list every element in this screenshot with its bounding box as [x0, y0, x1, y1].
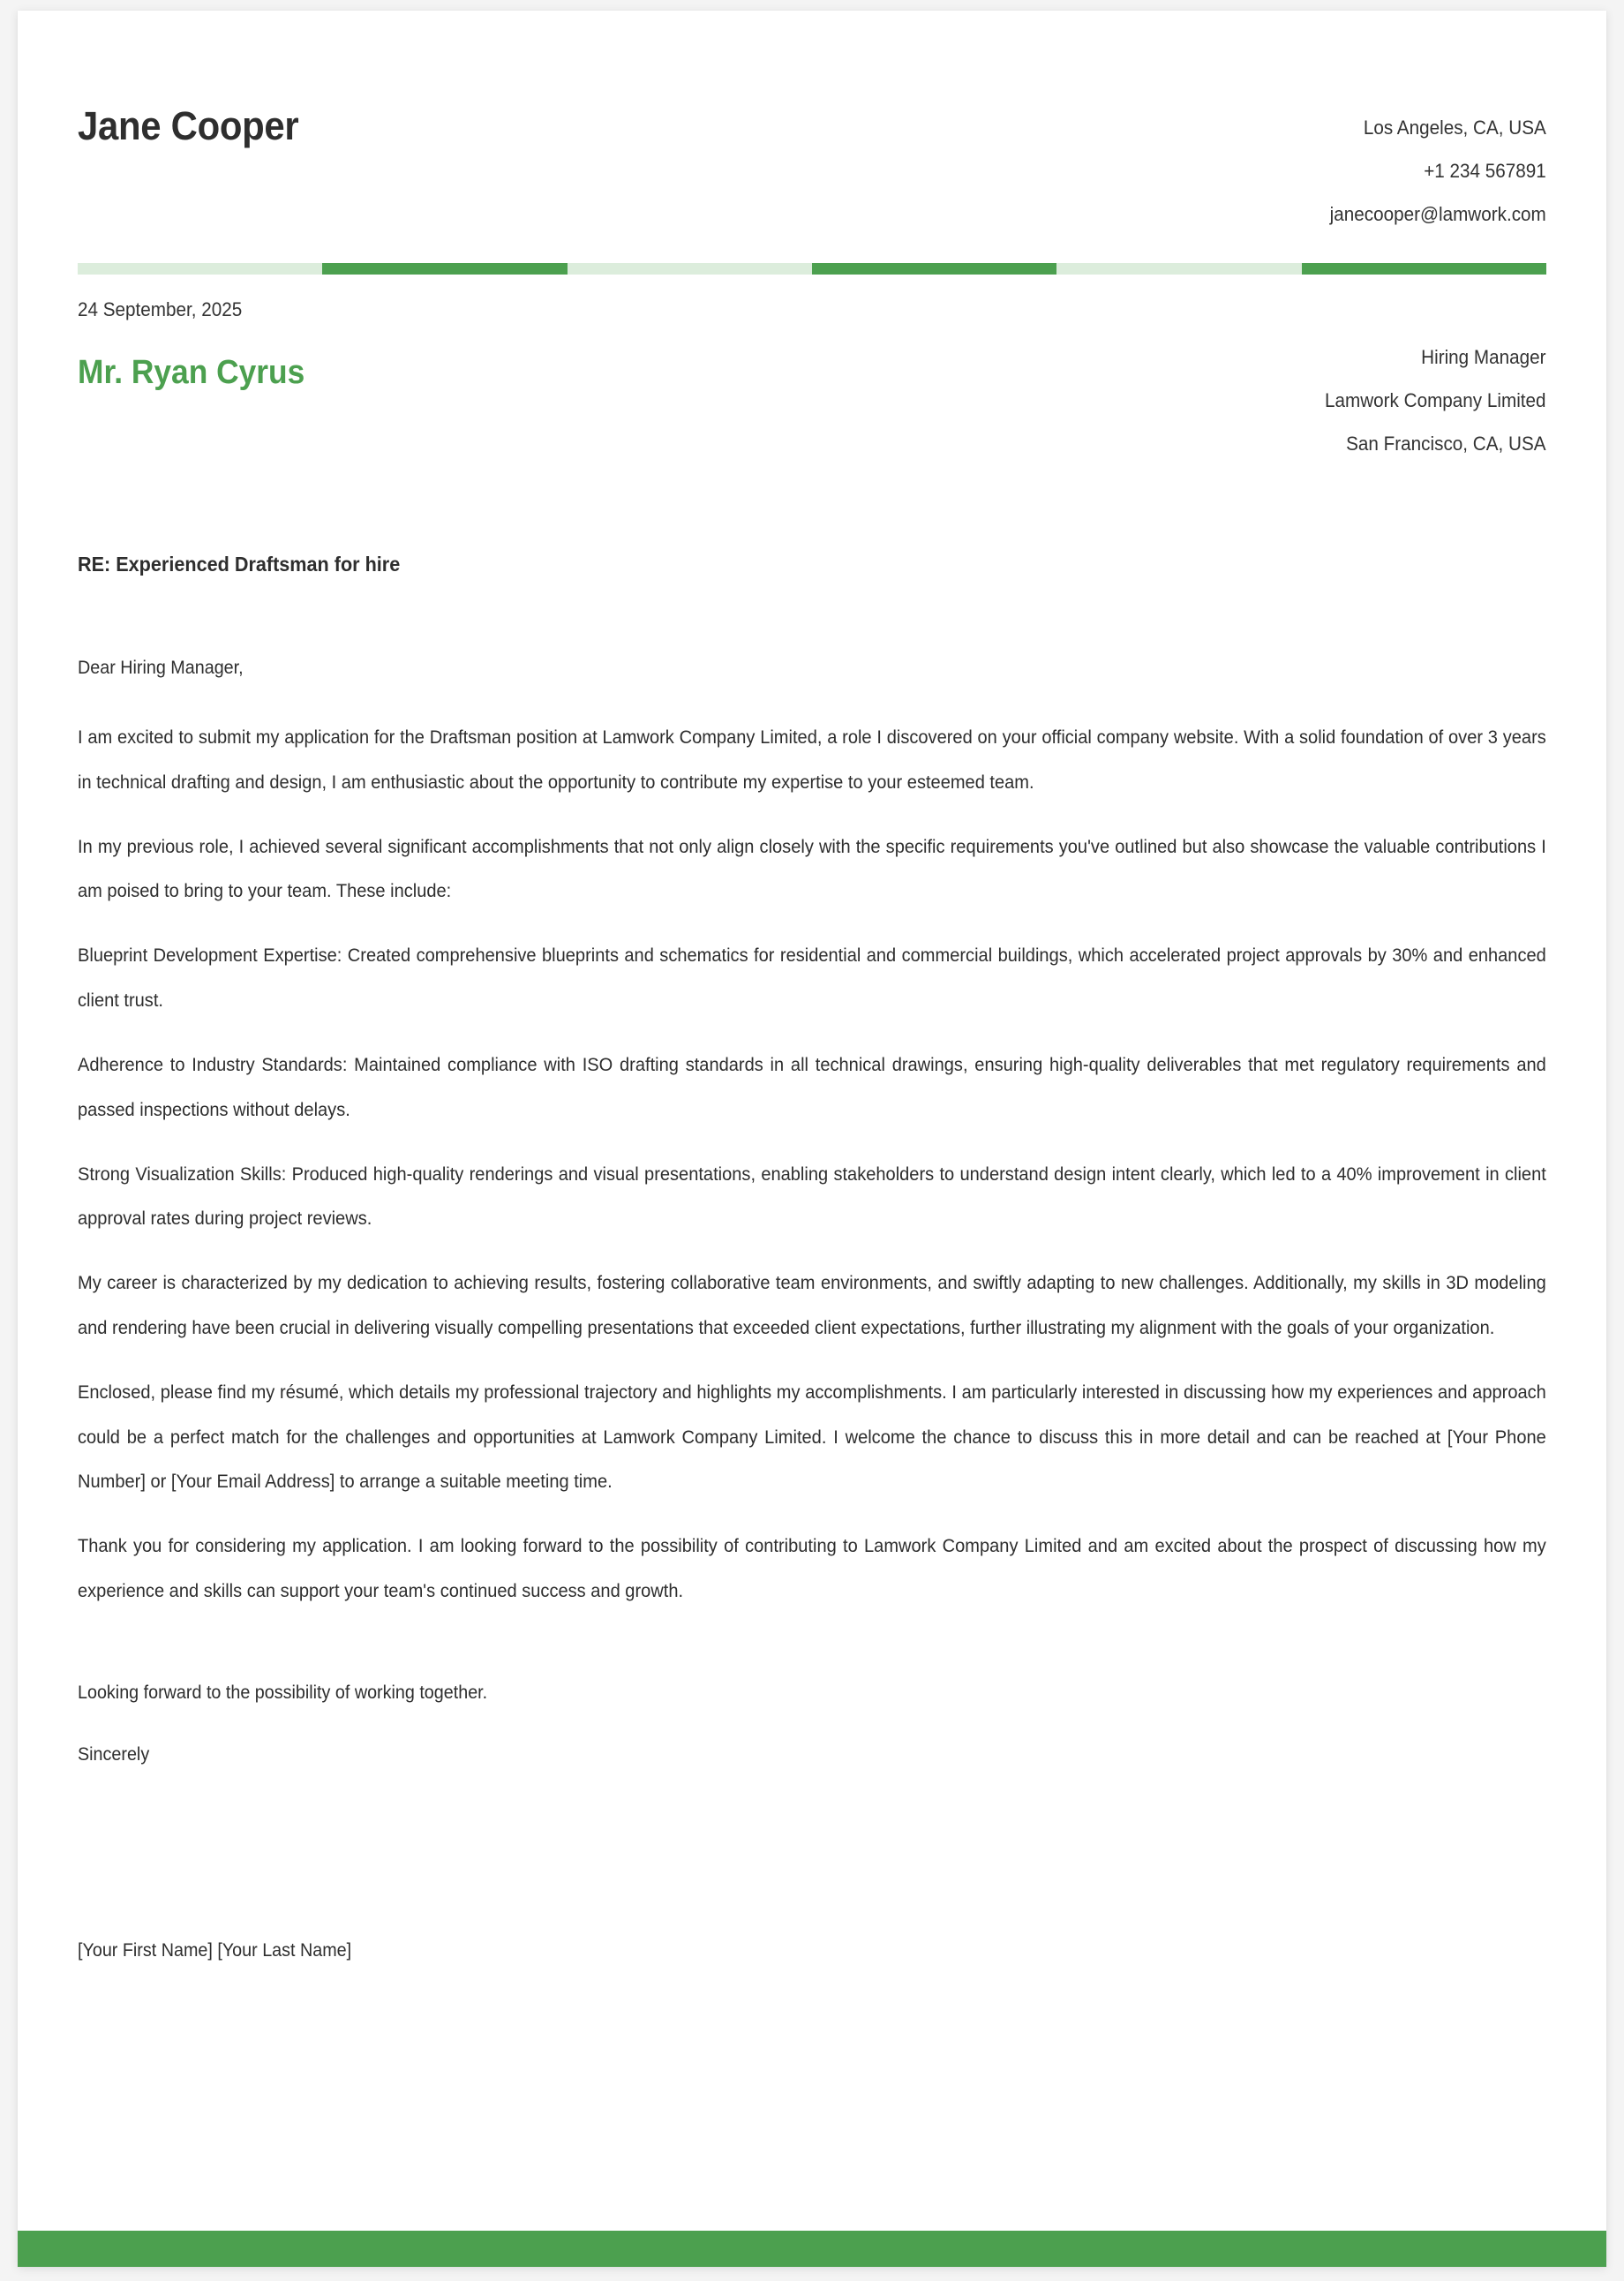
signature-name: [Your First Name] [Your Last Name]: [78, 1939, 352, 1961]
sender-phone: +1 234 567891: [1424, 160, 1546, 182]
divider-segment-6: [1302, 263, 1546, 275]
recipient-section: [78, 300, 1546, 454]
body-paragraph: Strong Visualization Skills: Produced high-quality renderings and visual presentations, enabling stakeholders to understand design intent clearly, which led to a 40% improvement in client approval rates during project reviews.: [78, 1163, 1546, 1230]
recipient-location: San Francisco, CA, USA: [1346, 433, 1546, 455]
divider-segment-4: [812, 263, 1056, 275]
body-paragraph: Adherence to Industry Standards: Maintained compliance with ISO drafting standards in all technical drawings, ensuring high-quality deliverables that met regulatory requirements and passed inspections without delays.: [78, 1054, 1546, 1120]
body-paragraph: Enclosed, please find my résumé, which details my professional trajectory and highlights my accomplishments. I am particularly interested in discussing how my experiences and approach could be a perfect match for the challenges and opportunities at Lamwork Company Limited. I welcome the chance to discuss this in more detail and can be reached at [Your Phone Number] or [Your Email Address] to arrange a suitable meeting time.: [78, 1381, 1546, 1493]
letter-date: 24 September, 2025: [78, 298, 243, 320]
body-paragraph: I am excited to submit my application for the Draftsman position at Lamwork Company Limited, a role I discovered on your official company website. With a solid foundation of over 3 years in technical drafting and design, I am enthusiastic about the opportunity to contribute my expertise to your esteemed team.: [78, 727, 1546, 793]
body-paragraph: My career is characterized by my dedication to achieving results, fostering collaborative team environments, and swiftly adapting to new challenges. Additionally, my skills in 3D modeling and rendering have been crucial in delivering visually compelling presentations that exceeded client expectations, further illustrating my alignment with the goals of your organization.: [78, 1273, 1546, 1338]
letter-page: [18, 11, 1606, 2267]
recipient-right-block: [1311, 300, 1546, 454]
closing-salutation: Sincerely: [78, 1743, 150, 1765]
divider-segment-3: [568, 263, 812, 275]
sender-name: Jane Cooper: [78, 103, 299, 148]
closing-statement: Looking forward to the possibility of working together.: [78, 1682, 488, 1703]
divider-segment-5: [1056, 263, 1301, 275]
footer-bar: [18, 2231, 1606, 2267]
letter-content: [78, 11, 1546, 1960]
salutation: Dear Hiring Manager,: [78, 658, 244, 678]
closing-section: [78, 1683, 1546, 1764]
recipient-company: Lamwork Company Limited: [1325, 389, 1546, 411]
divider-segment-2: [322, 263, 567, 275]
recipient-title: Hiring Manager: [1421, 346, 1546, 368]
recipient-name: Mr. Ryan Cyrus: [78, 354, 305, 391]
body-paragraph: Thank you for considering my application. I am looking forward to the possibility of contributing to Lamwork Company Limited and am excited about the prospect of discussing how my experience and skills can support your team's continued success and growth.: [78, 1536, 1546, 1601]
body-paragraph: In my previous role, I achieved several significant accomplishments that not only align closely with the specific requirements you've outlined but also showcase the valuable contributions I am poised to bring to your team. These include:: [78, 836, 1546, 902]
body-paragraphs: [78, 716, 1546, 1615]
subject-line: RE: Experienced Draftsman for hire: [78, 553, 401, 576]
sender-contact-block: [1316, 106, 1546, 224]
letter-header: [78, 11, 1546, 224]
body-paragraph: Blueprint Development Expertise: Created comprehensive blueprints and schematics for residential and commercial buildings, which accelerated project approvals by 30% and enhanced client trust.: [78, 945, 1546, 1012]
recipient-left-block: [78, 300, 322, 389]
sender-email: janecooper@lamwork.com: [1329, 203, 1546, 225]
sender-location: Los Angeles, CA, USA: [1364, 117, 1546, 139]
header-divider: [78, 263, 1546, 275]
divider-segment-1: [78, 263, 322, 275]
